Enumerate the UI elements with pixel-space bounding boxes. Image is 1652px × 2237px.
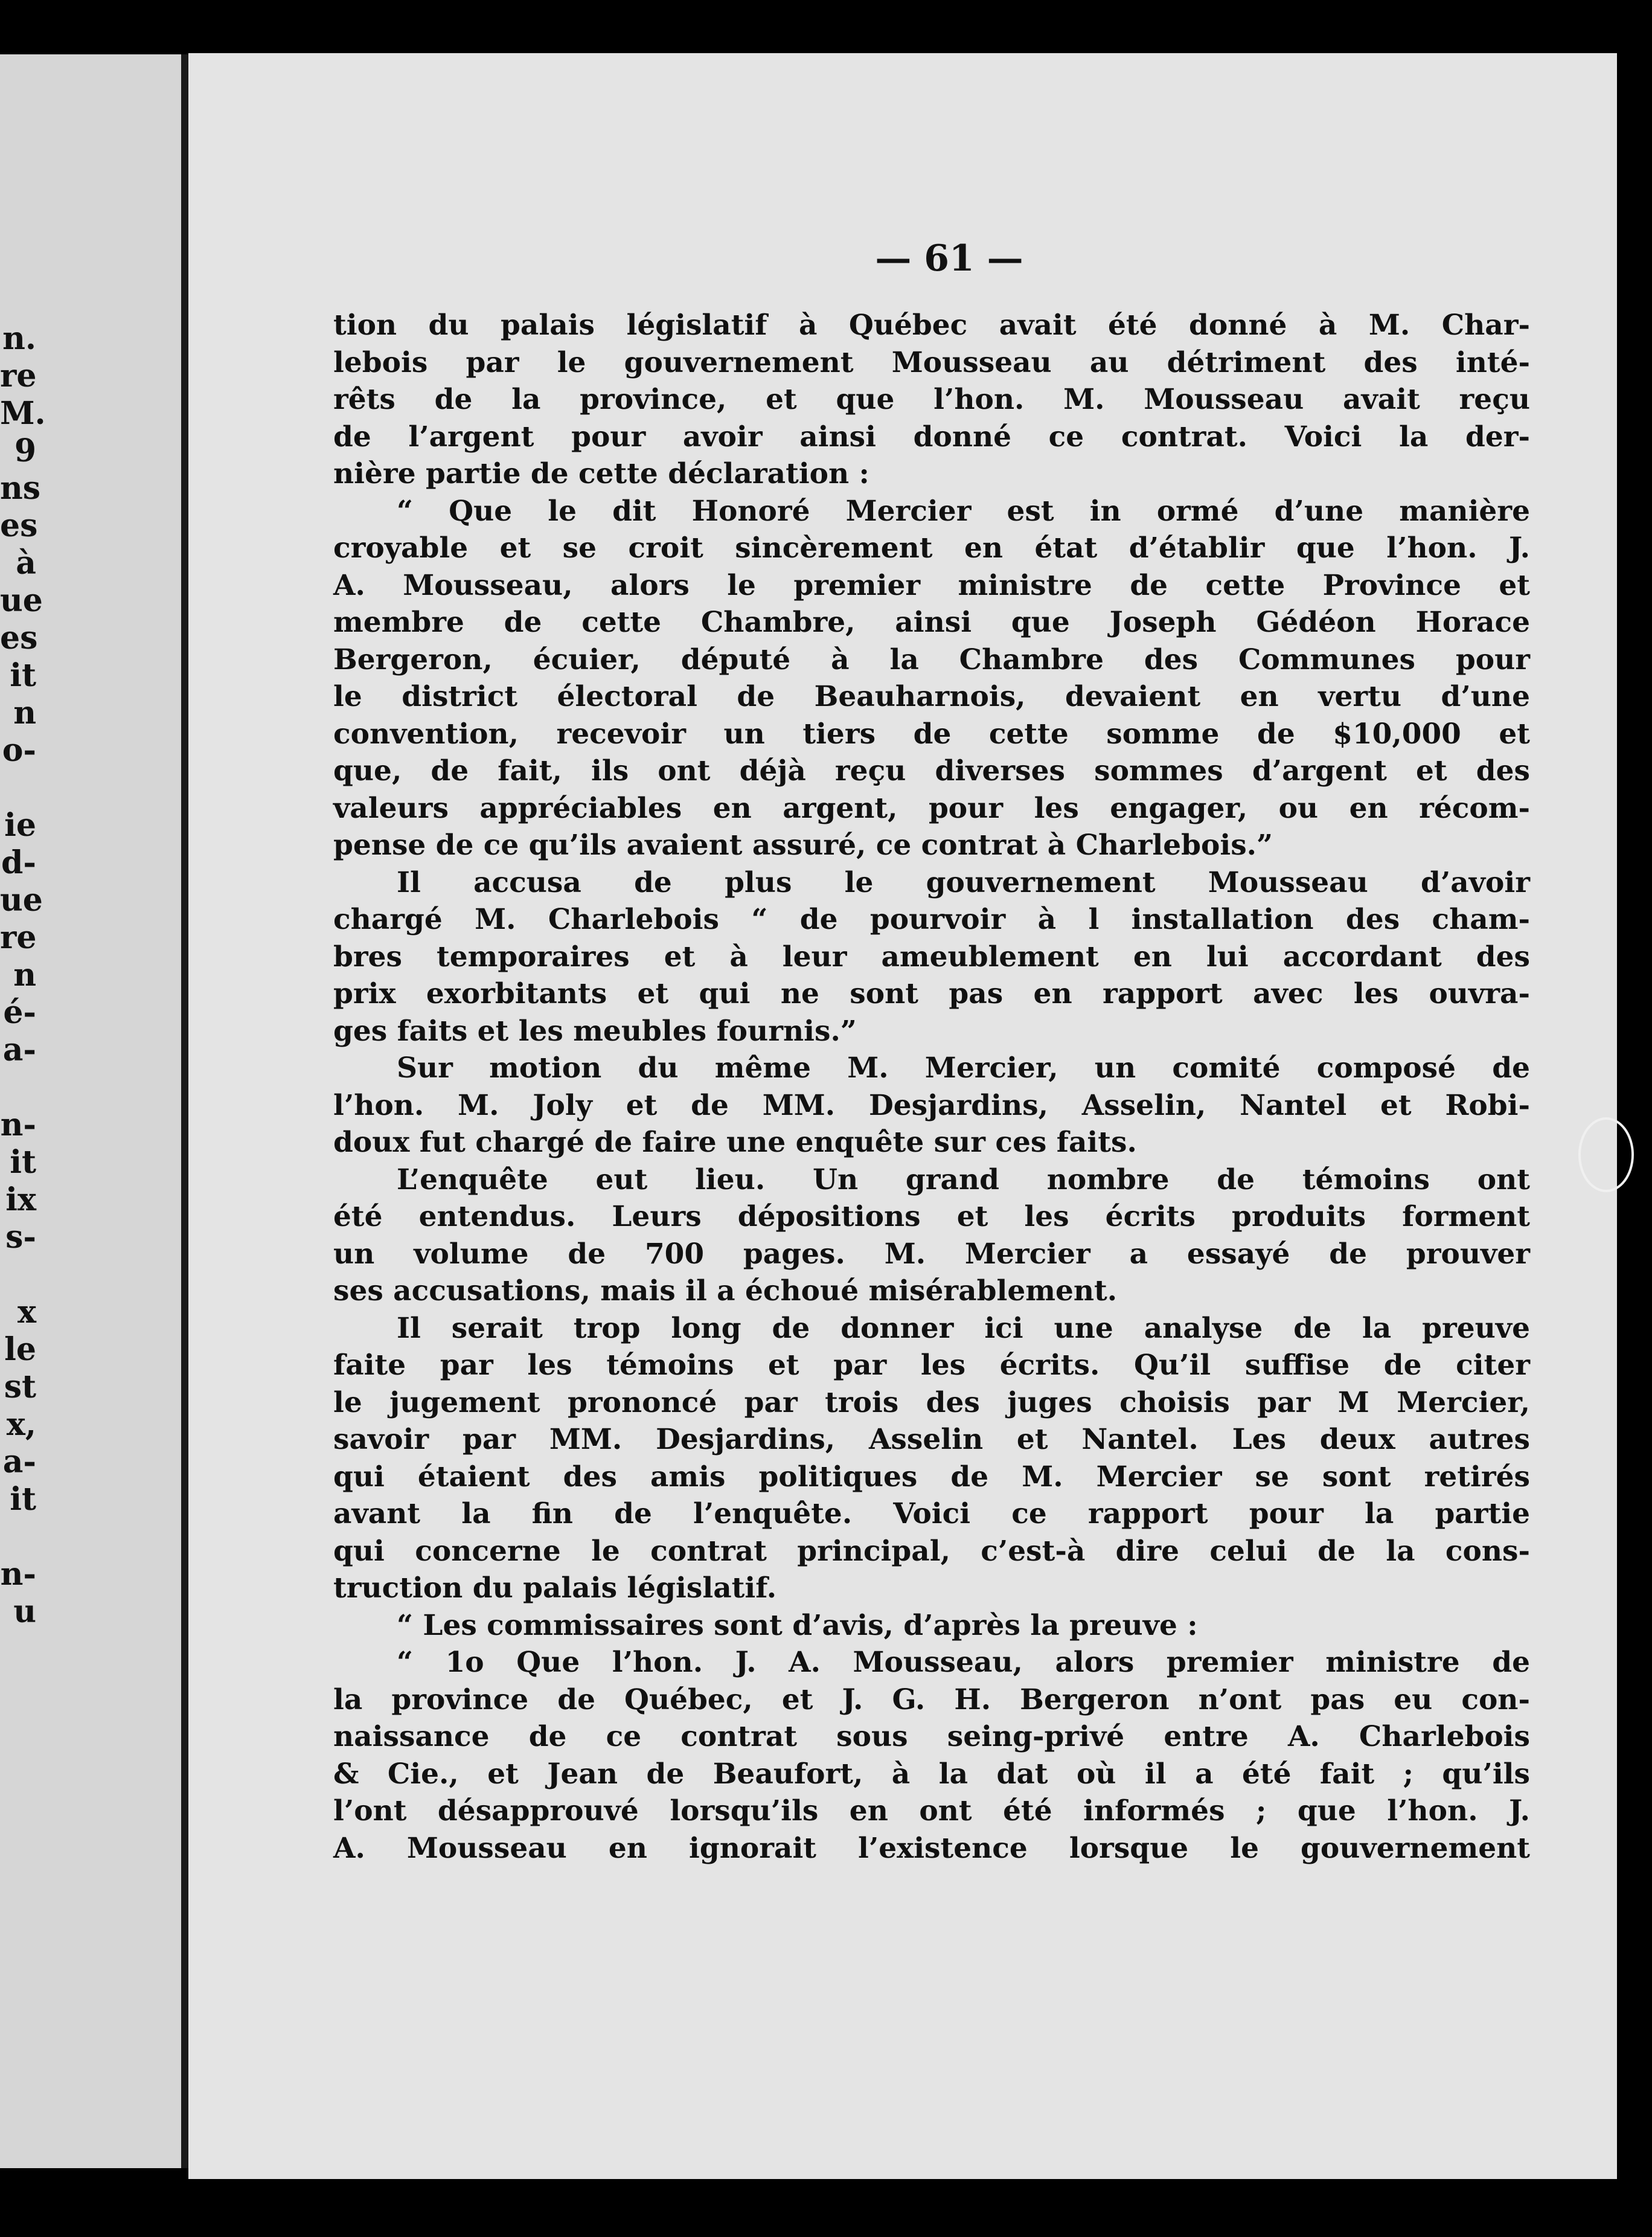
text-line: Il accusa de plus le gouvernement Mousseau d’avoir: [397, 865, 1530, 899]
facing-page-fragment: [0, 54, 181, 2168]
text-line: “ Que le dit Honoré Mercier est in ormé d’une manière: [397, 494, 1530, 528]
text-line: truction du palais législatif.: [333, 1571, 777, 1605]
text-line: bres temporaires et à leur ameublement en lui accordant des: [333, 940, 1530, 974]
facing-page-line: à: [16, 545, 36, 582]
text-line: convention, recevoir un tiers de cette somme de $10,000 et: [333, 717, 1530, 751]
facing-page-line: u: [13, 1593, 36, 1630]
facing-page-line: M.: [0, 395, 46, 432]
facing-page-line: é-: [3, 994, 36, 1031]
facing-page-line: [0, 769, 36, 807]
facing-page-line: ns: [0, 470, 41, 507]
book-page: [188, 53, 1617, 2179]
text-line: avant la fin de l’enquête. Voici ce rapport pour la partie: [333, 1497, 1530, 1530]
text-line: ges faits et les meubles fournis.”: [333, 1014, 857, 1048]
text-line: membre de cette Chambre, ainsi que Joseph Gédéon Horace: [333, 606, 1530, 639]
facing-page-line: s-: [5, 1219, 36, 1256]
text-line: l’hon. M. Joly et de MM. Desjardins, Asselin, Nantel et Robi-: [333, 1088, 1530, 1122]
facing-page-line: es: [0, 507, 38, 544]
facing-page-line: d-: [1, 844, 36, 881]
page-number: — 61 —: [875, 237, 1023, 280]
text-line: Il serait trop long de donner ici une analyse de la preuve: [397, 1311, 1530, 1345]
text-line: été entendus. Leurs dépositions et les écrits produits forment: [333, 1200, 1530, 1233]
facing-page-line: re: [0, 919, 37, 956]
facing-page-line: 9: [14, 432, 36, 469]
text-line: valeurs appréciables en argent, pour les engager, ou en récom-: [333, 791, 1530, 825]
text-line: nière partie de cette déclaration :: [333, 457, 869, 490]
text-line: qui concerne le contrat principal, c’est-à dire celui de la cons-: [333, 1534, 1530, 1568]
facing-page-line: x: [17, 1294, 36, 1330]
text-line: le jugement prononcé par trois des juges choisis par M Mercier,: [333, 1385, 1530, 1419]
facing-page-line: [0, 1069, 36, 1106]
text-line: & Cie., et Jean de Beaufort, à la dat où il a été fait ; qu’ils: [333, 1757, 1530, 1791]
text-line: chargé M. Charlebois “ de pourvoir à l installation des cham-: [333, 903, 1530, 936]
text-line: qui étaient des amis politiques de M. Mercier se sont retirés: [333, 1460, 1530, 1494]
facing-page-line: it: [10, 1144, 36, 1181]
text-line: pense de ce qu’ils avaient assuré, ce contrat à Charlebois.”: [333, 829, 1273, 862]
facing-page-line: a-: [2, 1032, 36, 1068]
text-line: rêts de la province, et que l’hon. M. Mousseau avait reçu: [333, 383, 1530, 416]
text-line: l’ont désapprouvé lorsqu’ils en ont été informés ; que l’hon. J.: [333, 1794, 1530, 1828]
text-line: prix exorbitants et qui ne sont pas en rapport avec les ouvra-: [333, 977, 1530, 1010]
text-line: ses accusations, mais il a échoué misérablement.: [333, 1274, 1118, 1308]
facing-page-line: n: [13, 695, 36, 731]
facing-page-line: it: [10, 1481, 36, 1518]
text-line: naissance de ce contrat sous seing-privé entre A. Charlebois: [333, 1720, 1530, 1753]
facing-page-line: n-: [0, 1556, 36, 1593]
facing-page-line: o-: [2, 732, 36, 769]
text-line: la province de Québec, et J. G. H. Bergeron n’ont pas eu con-: [333, 1683, 1530, 1716]
facing-page-line: le: [4, 1331, 36, 1368]
facing-page-line: ix: [5, 1181, 36, 1218]
text-line: que, de fait, ils ont déjà reçu diverses sommes d’argent et des: [333, 754, 1530, 788]
text-line: de l’argent pour avoir ainsi donné ce contrat. Voici la der-: [333, 420, 1530, 454]
facing-page-line: [0, 1256, 36, 1294]
text-line: A. Mousseau en ignorait l’existence lorsque le gouvernement: [333, 1831, 1530, 1865]
facing-page-line: es: [0, 620, 38, 656]
facing-page-line: n: [13, 957, 36, 993]
facing-page-line: x,: [6, 1406, 36, 1443]
facing-page-line: ue: [0, 582, 43, 619]
text-line: Sur motion du même M. Mercier, un comité composé de: [397, 1051, 1530, 1085]
text-line: tion du palais législatif à Québec avait été donné à M. Char-: [333, 309, 1530, 342]
scan-artifact-circle: [1578, 1117, 1634, 1192]
text-line: faite par les témoins et par les écrits. Qu’il suffise de citer: [333, 1349, 1530, 1382]
text-line: L’enquête eut lieu. Un grand nombre de témoins ont: [397, 1163, 1530, 1196]
text-line: lebois par le gouvernement Mousseau au détriment des inté-: [333, 345, 1530, 379]
text-line: croyable et se croit sincèrement en état d’établir que l’hon. J.: [333, 531, 1530, 565]
text-line: “ 1o Que l’hon. J. A. Mousseau, alors premier ministre de: [397, 1646, 1530, 1679]
facing-page-line: n.: [2, 320, 36, 357]
text-line: “ Les commissaires sont d’avis, d’après la preuve :: [397, 1608, 1198, 1642]
facing-page-line: it: [10, 657, 36, 694]
facing-page-text: [0, 320, 46, 1631]
facing-page-line: ie: [4, 807, 36, 844]
facing-page-line: a-: [2, 1443, 36, 1480]
text-line: Bergeron, écuier, député à la Chambre des Communes pour: [333, 643, 1530, 676]
facing-page-line: re: [0, 358, 37, 394]
text-line: le district électoral de Beauharnois, devaient en vertu d’une: [333, 680, 1530, 713]
facing-page-line: ue: [0, 882, 43, 919]
text-line: un volume de 700 pages. M. Mercier a essayé de prouver: [333, 1237, 1530, 1271]
text-line: A. Mousseau, alors le premier ministre de cette Province et: [333, 568, 1530, 602]
facing-page-line: st: [4, 1369, 36, 1405]
facing-page-line: [0, 1518, 36, 1556]
page-text-body: [333, 307, 1530, 1867]
facing-page-line: n-: [0, 1106, 36, 1143]
text-line: doux fut chargé de faire une enquête sur ces faits.: [333, 1126, 1137, 1159]
text-line: savoir par MM. Desjardins, Asselin et Nantel. Les deux autres: [333, 1423, 1530, 1456]
